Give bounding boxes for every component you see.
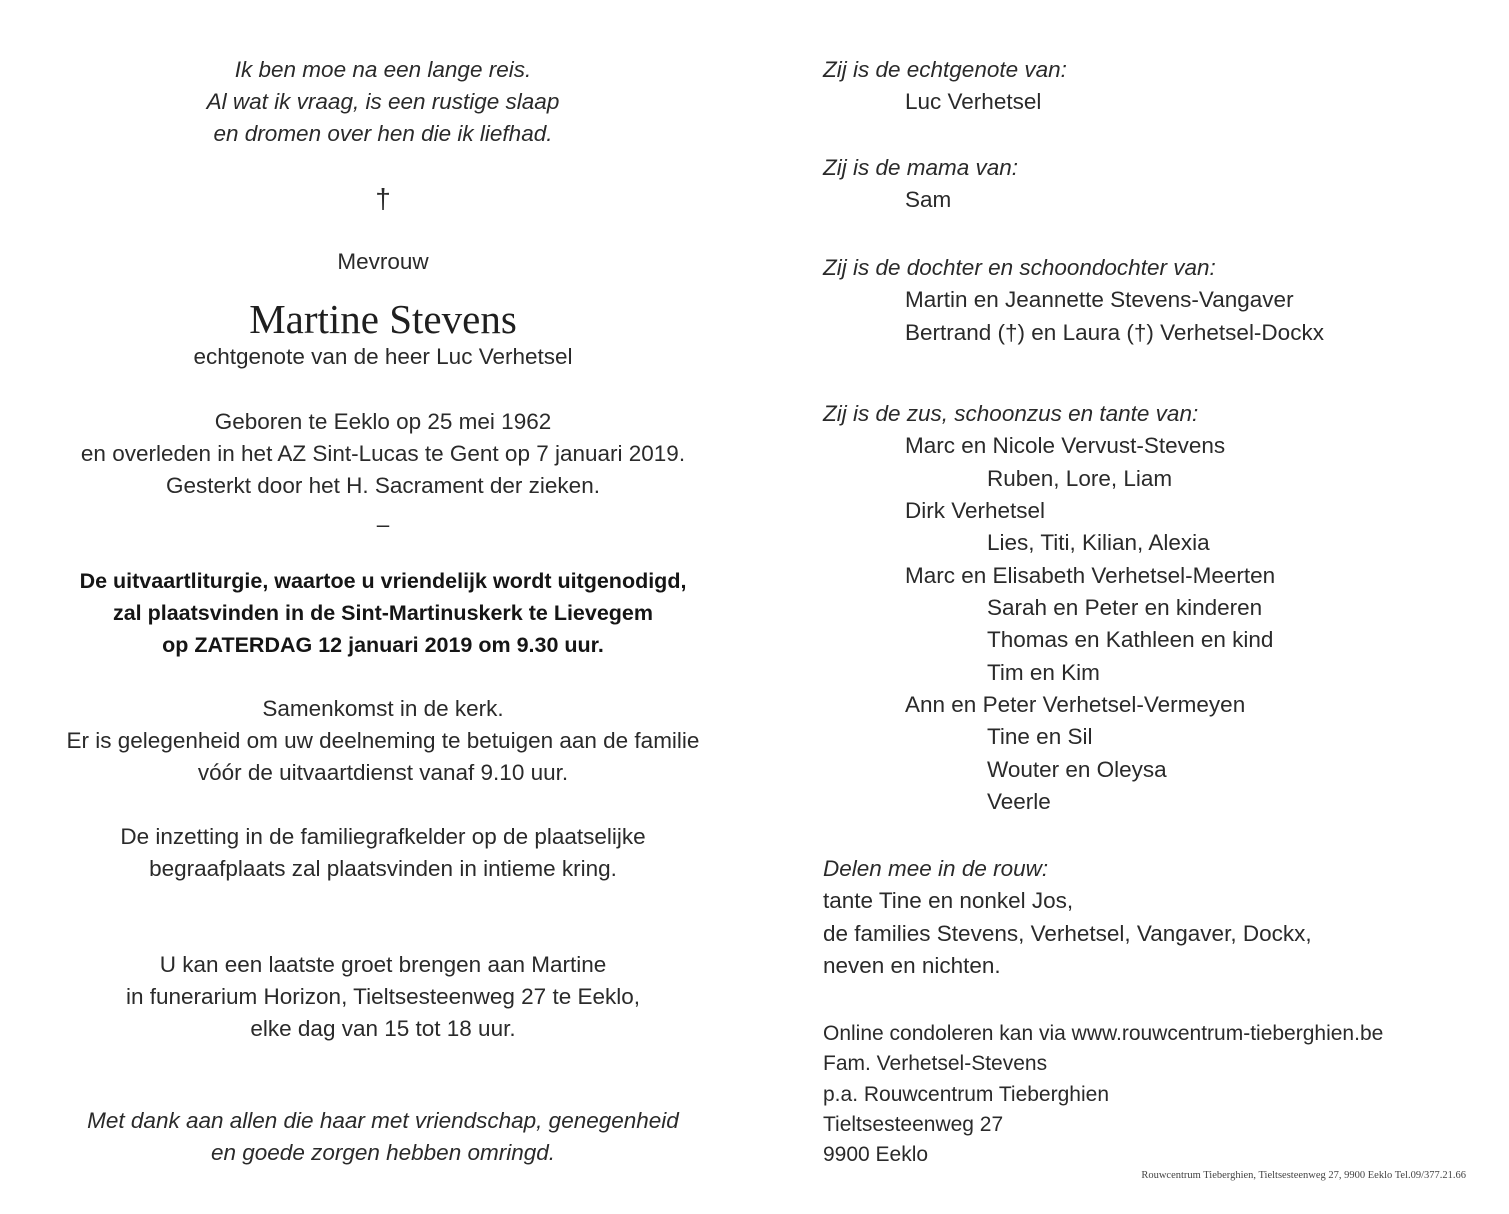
parents-label: Zij is de dochter en schoondochter van: bbox=[823, 255, 1216, 280]
sibling-family-children: Sarah en Peter en kinderen bbox=[987, 594, 1263, 620]
mourners-label: Delen mee in de rouw: bbox=[823, 856, 1049, 881]
gathering-line: vóór de uitvaartdienst vanaf 9.10 uur. bbox=[197, 760, 569, 785]
farewell-line: elke dag van 15 tot 18 uur. bbox=[250, 1016, 516, 1041]
gathering-block bbox=[0, 693, 766, 789]
condolence-website-line: Online condoleren kan via www.rouwcentrum-tieberghien.be bbox=[823, 1022, 1384, 1045]
spouse-label: Zij is de echtgenote van: bbox=[823, 57, 1067, 82]
burial-line: begraafplaats zal plaatsvinden in intieme kring. bbox=[149, 856, 617, 881]
liturgy-line: op ZATERDAG 12 januari 2019 om 9.30 uur. bbox=[162, 633, 604, 657]
child-name: Sam bbox=[905, 187, 952, 213]
siblings-label: Zij is de zus, schoonzus en tante van: bbox=[823, 401, 1199, 426]
honorific-title: Mevrouw bbox=[337, 249, 429, 274]
siblings-section bbox=[823, 398, 1483, 818]
contact-city: 9900 Eeklo bbox=[823, 1143, 929, 1166]
birth-death-line: Gesterkt door het H. Sacrament der zieken. bbox=[166, 473, 600, 498]
children-label: Zij is de mama van: bbox=[823, 155, 1019, 180]
parents-name: Martin en Jeannette Stevens-Vangaver bbox=[905, 287, 1294, 313]
farewell-line: in funerarium Horizon, Tieltsesteenweg 27 te Eeklo, bbox=[125, 984, 641, 1009]
sibling-family-children: Ruben, Lore, Liam bbox=[987, 465, 1173, 491]
sibling-family-children: Veerle bbox=[987, 788, 1051, 814]
contact-section bbox=[823, 1019, 1483, 1170]
gathering-line: Er is gelegenheid om uw deelneming te betuigen aan de familie bbox=[66, 728, 700, 753]
sibling-family-children: Wouter en Oleysa bbox=[987, 756, 1167, 782]
birth-death-block bbox=[0, 406, 766, 502]
deceased-subtitle: echtgenote van de heer Luc Verhetsel bbox=[193, 344, 573, 369]
separator-dash: – bbox=[376, 512, 390, 537]
contact-family: Fam. Verhetsel-Stevens bbox=[823, 1052, 1048, 1076]
spouse-name: Luc Verhetsel bbox=[905, 89, 1042, 115]
sibling-family-name: Marc en Nicole Vervust-Stevens bbox=[905, 433, 1226, 459]
contact-street: Tieltsesteenweg 27 bbox=[823, 1112, 1004, 1136]
subtitle-block bbox=[0, 341, 766, 373]
parents-section bbox=[823, 252, 1483, 349]
sibling-family-name: Ann en Peter Verhetsel-Vermeyen bbox=[905, 691, 1246, 717]
burial-line: De inzetting in de familiegrafkelder op de plaatselijke bbox=[120, 824, 646, 849]
liturgy-line: De uitvaartliturgie, waartoe u vriendelijk wordt uitgenodigd, bbox=[79, 569, 687, 593]
deceased-name: Martine Stevens bbox=[249, 296, 517, 342]
gathering-line: Samenkomst in de kerk. bbox=[262, 696, 504, 721]
spouse-section bbox=[823, 54, 1483, 119]
farewell-block bbox=[0, 949, 766, 1045]
separator-block bbox=[0, 509, 766, 541]
mourners-line: neven en nichten. bbox=[823, 952, 1001, 978]
sibling-family-children: Lies, Titi, Kilian, Alexia bbox=[987, 530, 1210, 556]
liturgy-block bbox=[0, 565, 766, 661]
burial-block bbox=[0, 821, 766, 885]
cross-symbol bbox=[0, 183, 766, 215]
sibling-family-name: Marc en Elisabeth Verhetsel-Meerten bbox=[905, 562, 1276, 588]
mourners-section bbox=[823, 853, 1483, 982]
poem-line: Al wat ik vraag, is een rustige slaap bbox=[206, 89, 560, 114]
deceased-name-block bbox=[0, 295, 766, 343]
sibling-family-children: Tine en Sil bbox=[987, 724, 1093, 750]
birth-death-line: en overleden in het AZ Sint-Lucas te Gent op 7 januari 2019. bbox=[80, 441, 686, 466]
cross-icon: † bbox=[375, 183, 391, 214]
sibling-family-name: Dirk Verhetsel bbox=[905, 497, 1046, 523]
printer-footer: Rouwcentrum Tieberghien, Tieltsesteenweg 27, 9900 Eeklo Tel.09/377.21.66 bbox=[1141, 1170, 1466, 1181]
contact-care-of: p.a. Rouwcentrum Tieberghien bbox=[823, 1082, 1109, 1106]
right-column bbox=[823, 0, 1483, 1214]
poem-line: Ik ben moe na een lange reis. bbox=[234, 57, 532, 82]
sibling-family-children: Thomas en Kathleen en kind bbox=[987, 627, 1274, 653]
poem bbox=[0, 54, 766, 150]
thanks-line: en goede zorgen hebben omringd. bbox=[210, 1140, 555, 1165]
poem-line: en dromen over hen die ik liefhad. bbox=[213, 121, 553, 146]
birth-death-line: Geboren te Eeklo op 25 mei 1962 bbox=[214, 409, 552, 434]
thanks-line: Met dank aan allen die haar met vriendschap, genegenheid bbox=[87, 1108, 679, 1133]
sibling-family-children: Tim en Kim bbox=[987, 659, 1100, 685]
thanks-block bbox=[0, 1105, 766, 1169]
farewell-line: U kan een laatste groet brengen aan Martine bbox=[159, 952, 607, 977]
children-section bbox=[823, 152, 1483, 217]
liturgy-line: zal plaatsvinden in de Sint-Martinuskerk te Lievegem bbox=[112, 601, 654, 625]
honorific bbox=[0, 246, 766, 278]
mourners-line: de families Stevens, Verhetsel, Vangaver, Dockx, bbox=[823, 920, 1312, 946]
parents-name: Bertrand (†) en Laura (†) Verhetsel-Dockx bbox=[905, 319, 1324, 345]
mourners-line: tante Tine en nonkel Jos, bbox=[823, 888, 1074, 914]
